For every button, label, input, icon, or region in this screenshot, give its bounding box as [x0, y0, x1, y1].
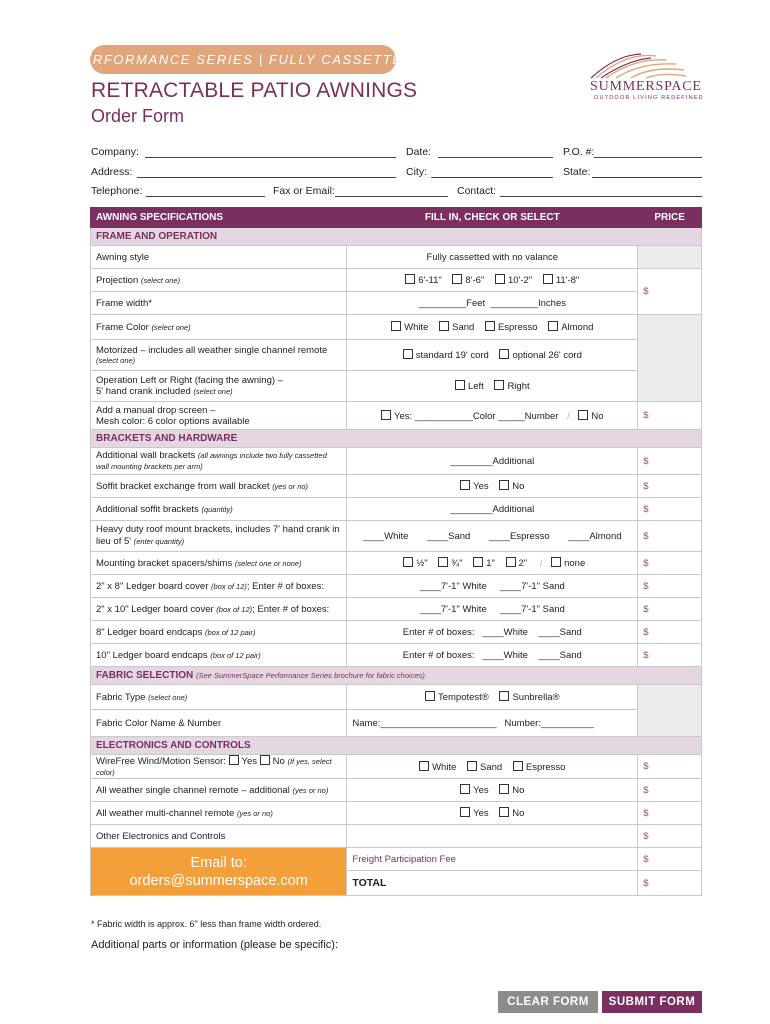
- checkbox[interactable]: [460, 480, 470, 490]
- checkbox[interactable]: [499, 807, 509, 817]
- endcaps8-label: 8" Ledger board endcaps (box of 12 pair): [91, 621, 347, 644]
- spacers-price[interactable]: $: [638, 552, 702, 575]
- checkbox[interactable]: [260, 755, 270, 765]
- checkbox[interactable]: [578, 410, 588, 420]
- checkbox[interactable]: [460, 784, 470, 794]
- total-price[interactable]: $: [638, 871, 702, 896]
- checkbox[interactable]: [229, 755, 239, 765]
- section-brackets: BRACKETS AND HARDWARE: [91, 430, 702, 448]
- state-label: State:: [563, 166, 591, 178]
- projection-label: Projection (select one): [91, 269, 347, 292]
- checkbox[interactable]: [495, 274, 505, 284]
- col-spec-header: AWNING SPECIFICATIONS: [91, 208, 347, 228]
- ledger8-price[interactable]: $: [638, 575, 702, 598]
- freight-label: Freight Participation Fee: [347, 848, 638, 871]
- section-electronics: ELECTRONICS AND CONTROLS: [91, 737, 702, 755]
- other-electronics-label: Other Electronics and Controls: [91, 825, 347, 848]
- price-cell: [638, 685, 702, 737]
- spacers-label: Mounting bracket spacers/shims (select one or none): [91, 552, 347, 575]
- price-cell: [638, 315, 702, 402]
- frame-color-options: White Sand Espresso Almond: [347, 315, 638, 340]
- telephone-input[interactable]: [146, 196, 265, 197]
- remote2-options: Yes No: [347, 802, 638, 825]
- company-input[interactable]: [145, 157, 396, 158]
- city-label: City:: [406, 166, 427, 178]
- col-price-header: PRICE: [638, 208, 702, 228]
- fax-email-label: Fax or Email:: [273, 185, 335, 197]
- drop-screen-label: Add a manual drop screen – Mesh color: 6 color options available: [91, 402, 347, 430]
- brand-tagline: OUTDOOR LIVING REDEFINED: [594, 95, 704, 101]
- checkbox[interactable]: [381, 410, 391, 420]
- section-fabric: FABRIC SELECTION (See SummerSpace Performance Series brochure for fabric choices): [91, 667, 702, 685]
- fax-email-input[interactable]: [335, 196, 448, 197]
- checkbox[interactable]: [499, 480, 509, 490]
- fabric-width-note: * Fabric width is approx. 6" less than frame width ordered.: [91, 919, 322, 929]
- checkbox[interactable]: [455, 380, 465, 390]
- remote2-label: All weather multi-channel remote (yes or no): [91, 802, 347, 825]
- checkbox[interactable]: [513, 761, 523, 771]
- checkbox[interactable]: [499, 349, 509, 359]
- contact-input[interactable]: [500, 196, 702, 197]
- soffit-exchange-options: Yes No: [347, 475, 638, 498]
- wall-brackets-price[interactable]: $: [638, 448, 702, 475]
- other-electronics-price[interactable]: $: [638, 825, 702, 848]
- roof-mount-price[interactable]: $: [638, 521, 702, 552]
- po-input[interactable]: [594, 157, 702, 158]
- drop-screen-price[interactable]: $: [638, 402, 702, 430]
- endcaps10-price[interactable]: $: [638, 644, 702, 667]
- operation-options: Left Right: [347, 371, 638, 402]
- ledger10-price[interactable]: $: [638, 598, 702, 621]
- email-box[interactable]: [91, 848, 347, 896]
- po-label: P.O. #:: [563, 146, 595, 158]
- spacers-options: ½" ¾" 1" 2" / none: [347, 552, 638, 575]
- order-table: [90, 207, 702, 896]
- checkbox[interactable]: [551, 557, 561, 567]
- sensor-options: White Sand Espresso: [347, 755, 638, 779]
- page-title: RETRACTABLE PATIO AWNINGS: [91, 79, 418, 102]
- checkbox[interactable]: [494, 380, 504, 390]
- checkbox[interactable]: [391, 321, 401, 331]
- date-input[interactable]: [438, 157, 553, 158]
- sensor-label: WireFree Wind/Motion Sensor: Yes No (If yes, select color): [91, 755, 347, 779]
- checkbox[interactable]: [467, 761, 477, 771]
- style-label: Awning style: [91, 246, 347, 269]
- city-input[interactable]: [431, 177, 553, 178]
- page-subtitle: Order Form: [91, 106, 185, 126]
- endcaps10-label: 10" Ledger board endcaps (box of 12 pair): [91, 644, 347, 667]
- roof-mount-options[interactable]: ____White ____Sand ____Espresso ____Almond: [347, 521, 638, 552]
- total-label: TOTAL: [347, 871, 638, 896]
- width-label: Frame width*: [91, 292, 347, 315]
- checkbox[interactable]: [438, 557, 448, 567]
- address-input[interactable]: [137, 177, 396, 178]
- checkbox[interactable]: [485, 321, 495, 331]
- endcaps8-price[interactable]: $: [638, 621, 702, 644]
- checkbox[interactable]: [499, 784, 509, 794]
- soffit-exchange-price[interactable]: $: [638, 475, 702, 498]
- soffit-additional-label: Additional soffit brackets (quantity): [91, 498, 347, 521]
- roof-mount-label: Heavy duty roof mount brackets, includes 7' hand crank in lieu of 5' (enter quantity): [91, 521, 347, 552]
- col-fill-header: FILL IN, CHECK OR SELECT: [347, 208, 638, 228]
- sensor-price[interactable]: $: [638, 755, 702, 779]
- freight-price[interactable]: $: [638, 848, 702, 871]
- checkbox[interactable]: [403, 349, 413, 359]
- operation-label: Operation Left or Right (facing the awning) – 5' hand crank included (select one): [91, 371, 347, 402]
- width-input[interactable]: _________Feet _________Inches: [347, 292, 638, 315]
- soffit-additional-price[interactable]: $: [638, 498, 702, 521]
- checkbox[interactable]: [499, 691, 509, 701]
- checkbox[interactable]: [425, 691, 435, 701]
- projection-options: 6'-11" 8'-6" 10'-2" 11'-8": [347, 269, 638, 292]
- motor-options: standard 19' cord optional 26' cord: [347, 340, 638, 371]
- drop-screen-options: Yes: ___________Color _____Number / No: [347, 402, 638, 430]
- motor-label: Motorized – includes all weather single channel remote (select one): [91, 340, 347, 371]
- section-frame: FRAME AND OPERATION: [91, 228, 702, 246]
- frame-color-label: Frame Color (select one): [91, 315, 347, 340]
- remote1-price[interactable]: $: [638, 779, 702, 802]
- fabric-type-options: Tempotest® Sunbrella®: [347, 685, 638, 710]
- additional-info-label: Additional parts or information (please be specific):: [91, 939, 339, 951]
- checkbox[interactable]: [548, 321, 558, 331]
- fabric-color-input[interactable]: Name:______________________ Number:__________: [347, 710, 638, 737]
- remote2-price[interactable]: $: [638, 802, 702, 825]
- brand-name: SUMMERSPACE: [590, 79, 702, 94]
- projection-price[interactable]: $: [638, 269, 702, 315]
- series-pill: PERFORMANCE SERIES | FULLY CASSETTED: [90, 45, 396, 74]
- telephone-label: Telephone:: [91, 185, 143, 197]
- fabric-color-label: Fabric Color Name & Number: [91, 710, 347, 737]
- checkbox[interactable]: [439, 321, 449, 331]
- ledger8-label: 2" x 8" Ledger board cover (box of 12); Enter # of boxes:: [91, 575, 347, 598]
- wall-brackets-label: Additional wall brackets (all awnings include two fully cassetted wall mounting brackets per arm): [91, 448, 347, 475]
- sun-logo-icon: [586, 50, 706, 80]
- checkbox[interactable]: [460, 807, 470, 817]
- checkbox[interactable]: [405, 274, 415, 284]
- endcaps10-options[interactable]: Enter # of boxes: ____White ____Sand: [347, 644, 638, 667]
- address-label: Address:: [91, 166, 133, 178]
- date-label: Date:: [406, 146, 432, 158]
- contact-label: Contact:: [457, 185, 497, 197]
- additional-info-input[interactable]: [91, 955, 702, 985]
- email-address[interactable]: orders@summerspace.com: [129, 872, 308, 889]
- fabric-type-label: Fabric Type (select one): [91, 685, 347, 710]
- checkbox[interactable]: [419, 761, 429, 771]
- soffit-additional-input[interactable]: ________Additional: [347, 498, 638, 521]
- style-value: Fully cassetted with no valance: [347, 246, 638, 269]
- remote1-options: Yes No: [347, 779, 638, 802]
- remote1-label: All weather single channel remote – additional (yes or no): [91, 779, 347, 802]
- state-input[interactable]: [592, 177, 702, 178]
- ledger10-label: 2" x 10" Ledger board cover (box of 12); Enter # of boxes:: [91, 598, 347, 621]
- ledger8-options[interactable]: ____7'-1" White ____7'-1" Sand: [347, 575, 638, 598]
- checkbox[interactable]: [506, 557, 516, 567]
- checkbox[interactable]: [473, 557, 483, 567]
- checkbox[interactable]: [452, 274, 462, 284]
- ledger10-options[interactable]: ____7'-1" White ____7'-1" Sand: [347, 598, 638, 621]
- email-label: Email to:: [190, 854, 247, 871]
- endcaps8-options[interactable]: Enter # of boxes: ____White ____Sand: [347, 621, 638, 644]
- checkbox[interactable]: [403, 557, 413, 567]
- soffit-exchange-label: Soffit bracket exchange from wall bracket (yes or no): [91, 475, 347, 498]
- clear-form-button[interactable]: CLEAR FORM: [498, 991, 598, 1013]
- price-cell: [638, 246, 702, 269]
- checkbox[interactable]: [543, 274, 553, 284]
- submit-form-button[interactable]: SUBMIT FORM: [602, 991, 702, 1013]
- wall-brackets-input[interactable]: ________Additional: [347, 448, 638, 475]
- company-label: Company:: [91, 146, 139, 158]
- other-electronics-input[interactable]: [347, 825, 638, 848]
